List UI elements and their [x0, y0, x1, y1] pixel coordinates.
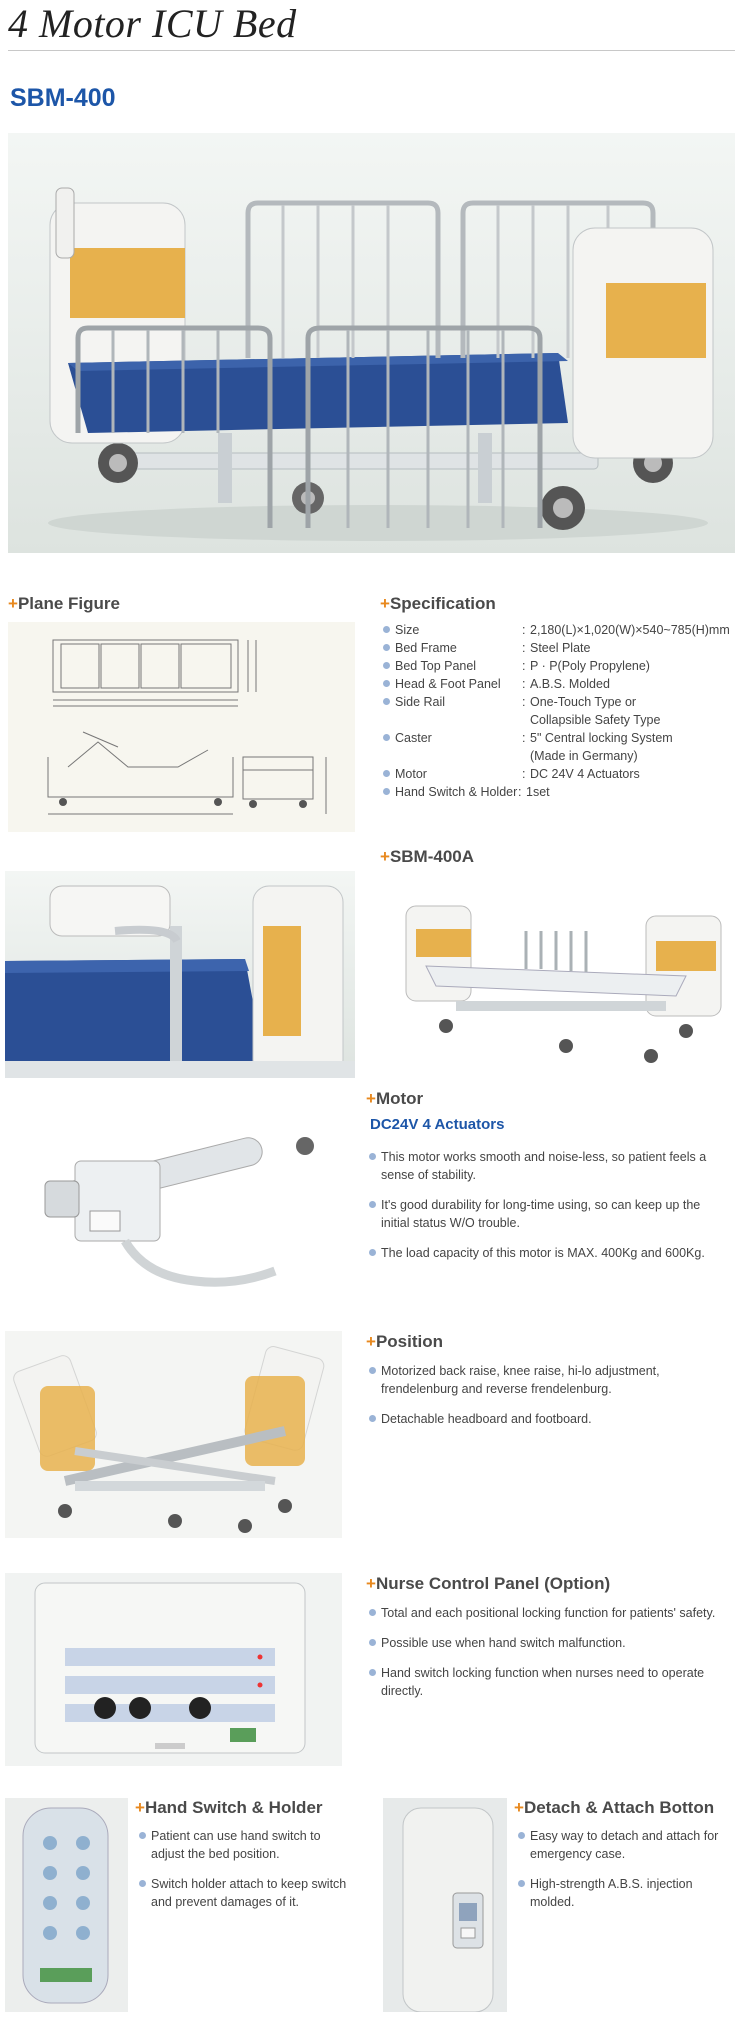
motor-bullets	[368, 1148, 730, 1274]
nurse-panel-photo	[5, 1573, 342, 1766]
motor-heading: +Motor	[366, 1089, 424, 1108]
spec-row: Motor : DC 24V 4 Actuators	[382, 765, 737, 783]
hand-switch-heading: +Hand Switch & Holder	[135, 1798, 323, 1817]
model-name: SBM-400	[10, 84, 116, 112]
variant-heading: +SBM-400A	[380, 847, 475, 866]
motor-photo	[5, 1091, 342, 1289]
sbm-400a-photo	[386, 871, 736, 1071]
plane-figure-heading: +Plane Figure	[8, 594, 120, 613]
detach-heading: +Detach & Attach Botton	[514, 1798, 715, 1817]
title-divider	[8, 50, 735, 51]
spec-row: Side Rail : One-Touch Type or Collapsible Safety Type	[382, 693, 737, 729]
page-title: 4 Motor ICU Bed	[8, 1, 297, 46]
list-item: High-strength A.B.S. injection molded.	[517, 1875, 737, 1911]
spec-row: Hand Switch & Holder : 1set	[382, 783, 737, 801]
plus-icon: +	[366, 1332, 376, 1351]
plus-icon: +	[8, 594, 18, 613]
list-item: Possible use when hand switch malfunction.	[368, 1634, 718, 1652]
plus-icon: +	[135, 1798, 145, 1817]
nurse-panel-bullets	[368, 1604, 718, 1712]
detach-bullets	[517, 1827, 737, 1923]
list-item: Switch holder attach to keep switch and prevent damages of it.	[138, 1875, 350, 1911]
nurse-panel-heading: +Nurse Control Panel (Option)	[366, 1574, 611, 1593]
hero-bed-photo	[8, 133, 735, 553]
plus-icon: +	[380, 594, 390, 613]
plane-figure-drawing	[8, 622, 355, 832]
spec-row: Caster : 5" Central locking System (Made in Germany)	[382, 729, 737, 765]
plus-icon: +	[366, 1574, 376, 1593]
list-item: Total and each positional locking function for patients' safety.	[368, 1604, 718, 1622]
motor-subheading: DC24V 4 Actuators	[370, 1116, 505, 1133]
specification-heading: +Specification	[380, 594, 496, 613]
plus-icon: +	[514, 1798, 524, 1817]
list-item: Hand switch locking function when nurses need to operate directly.	[368, 1664, 718, 1700]
list-item: It's good durability for long-time using, so can keep up the initial status W/O trouble.	[368, 1196, 730, 1232]
plus-icon: +	[380, 847, 390, 866]
plus-icon: +	[366, 1089, 376, 1108]
list-item: This motor works smooth and noise-less, so patient feels a sense of stability.	[368, 1148, 730, 1184]
hand-switch-bullets	[138, 1827, 350, 1923]
list-item: The load capacity of this motor is MAX. 400Kg and 600Kg.	[368, 1244, 730, 1262]
position-bullets	[368, 1362, 730, 1440]
hand-switch-photo	[5, 1798, 128, 2012]
spec-row: Head & Foot Panel : A.B.S. Molded	[382, 675, 737, 693]
list-item: Patient can use hand switch to adjust the bed position.	[138, 1827, 350, 1863]
specification-list	[382, 621, 737, 801]
detach-photo	[383, 1798, 507, 2012]
spec-row: Bed Frame : Steel Plate	[382, 639, 737, 657]
position-heading: +Position	[366, 1332, 443, 1351]
list-item: Motorized back raise, knee raise, hi-lo adjustment, frendelenburg and reverse frendelenburg.	[368, 1362, 730, 1398]
list-item: Easy way to detach and attach for emergency case.	[517, 1827, 737, 1863]
overbed-table-photo	[5, 871, 355, 1078]
spec-row: Bed Top Panel : P · P(Poly Propylene)	[382, 657, 737, 675]
position-photo	[5, 1331, 342, 1538]
list-item: Detachable headboard and footboard.	[368, 1410, 730, 1428]
spec-row: Size : 2,180(L)×1,020(W)×540~785(H)mm	[382, 621, 737, 639]
